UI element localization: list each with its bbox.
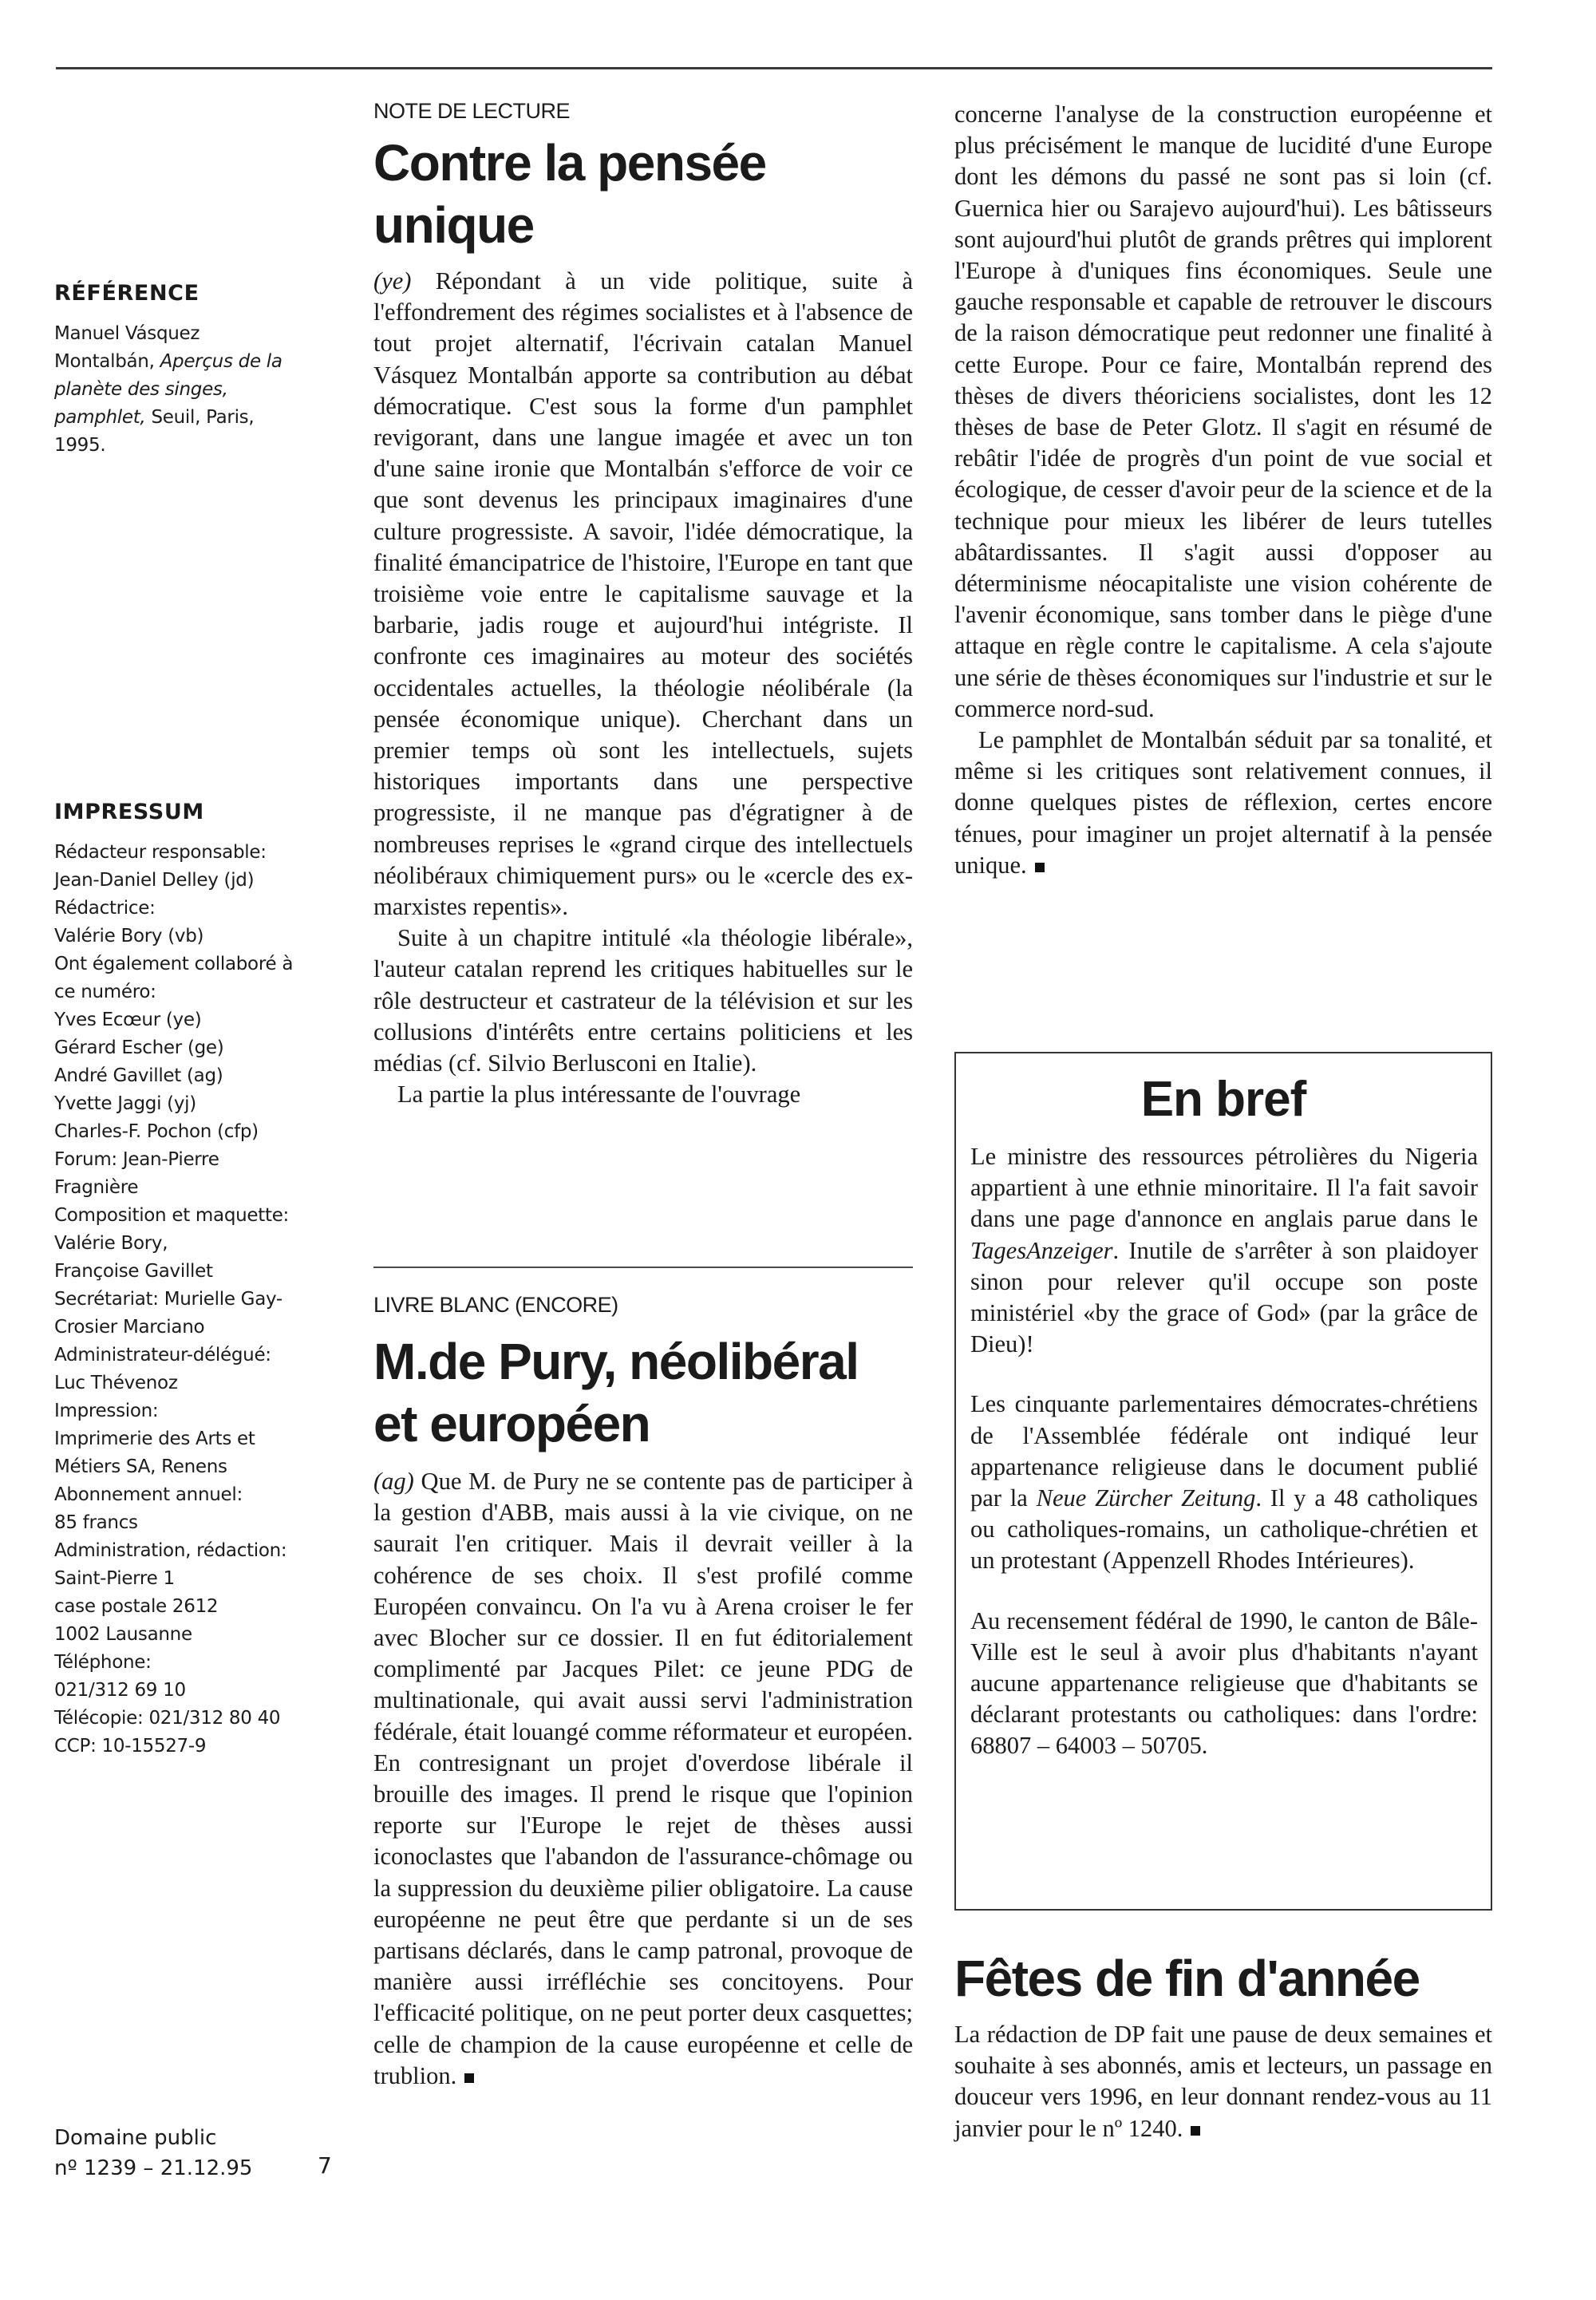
- paragraph: La rédaction de DP fait une pause de deux semaines et souhaite à ses abonnés, amis et lecteurs, un passage en douceur vers 1996, en leur donnant rendez-vous au 11 janvier pour le nº 1240.: [954, 2021, 1492, 2142]
- brief-item: Les cinquante parlementaires démocrates-chrétiens de l'Assemblée fédérale ont indiqué leur appartenance religieuse dans le document publié par la Neue Zürcher Zeitung. Il y a 48 catholiques ou catholiques-romains, un catholique-chrétien et un protestant (Appenzell Rhodes Intérieures).: [970, 1390, 1478, 1575]
- article-body: [373, 266, 913, 1110]
- en-bref-title: En bref: [1140, 1072, 1306, 1127]
- impressum-line: Valérie Bory (vb): [54, 926, 204, 946]
- impressum-line: Yves Ecœur (ye): [54, 1010, 202, 1030]
- impressum-line: CCP: 10-15527-9: [54, 1736, 207, 1757]
- impressum-line: 85 francs: [54, 1512, 138, 1533]
- impressum-line: André Gavillet (ag): [54, 1065, 223, 1086]
- impressum-line: Métiers SA, Renens: [54, 1456, 227, 1477]
- paragraph: concerne l'analyse de la construction européenne et plus précisément le manque de lucidité d'une Europe dont les démons du passé ne sont pas si loin (cf. Guernica hier ou Sarajevo aujourd'hui). Les bâtisseurs sont aujourd'hui plutôt de grands prêtres qui implorent l'Europe à d'uniques fins économiques. Seule une gauche responsable et capable de retrouver le discours de la raison démocratique peut redonner une finalité à cette Europe. Pour ce faire, Montalbán reprend des thèses de divers théoriciens socialistes, dont les 12 thèses de base de Peter Glotz. Il s'agit en résumé de rebâtir l'idée de progrès d'un point de vue social et écologique, de cesser d'avoir peur de la science et de la technique pour mieux les libérer de leurs tutelles abâtardissantes. Il s'agit aussi d'opposer au déterminisme néocapitaliste une vision cohérente de l'avenir économique, sans tomber dans le piège d'une attaque en règle contre le capitalisme. A cela s'ajoute une série de thèses économiques sur l'industrie et sur le commerce nord-sud.: [954, 101, 1492, 722]
- impressum-line: Françoise Gavillet: [54, 1261, 213, 1282]
- impressum-block: [54, 798, 334, 1761]
- brief-item: Au recensement fédéral de 1990, le canton de Bâle-Ville est le seul à avoir plus d'habitants n'ayant aucune appartenance religieuse que d'habitants se déclarant protestants ou catholiques: dans l'ordre: 68807 – 64003 – 50705.: [970, 1606, 1478, 1760]
- impressum-line: 021/312 69 10: [54, 1680, 186, 1701]
- impressum-line: Composition et maquette:: [54, 1205, 289, 1226]
- impressum-line: Secrétariat: Murielle Gay-: [54, 1289, 282, 1310]
- reference-author: Manuel Vásquez: [54, 323, 200, 344]
- end-mark-icon: [464, 2073, 474, 2083]
- impressum-line: Valérie Bory,: [54, 1233, 168, 1254]
- end-mark-icon: [1035, 863, 1045, 872]
- article-contre-la-pensee-unique: [373, 99, 913, 1110]
- fetes-title: Fêtes de fin d'année: [954, 1950, 1420, 2007]
- end-mark-icon: [1191, 2126, 1200, 2136]
- article-continuation: [954, 99, 1492, 881]
- impressum-line: Impression:: [54, 1401, 159, 1421]
- reference-block: [54, 279, 334, 460]
- page-number: 7: [318, 2152, 332, 2179]
- impressum-line: Jean-Daniel Delley (jd): [54, 870, 255, 891]
- impressum-line: Forum: Jean-Pierre: [54, 1149, 219, 1170]
- article-de-pury: [373, 1293, 913, 2092]
- paragraph: Suite à un chapitre intitulé «la théologie libérale», l'auteur catalan reprend les critiques habituelles sur le rôle destructeur et castrateur de la télévision et sur les collusions d'intérêts entre certains politiciens et les médias (cf. Silvio Berlusconi en Italie).: [373, 924, 913, 1077]
- article-title: M.de Pury, néolibéral et européen: [373, 1333, 859, 1452]
- impressum-line: Yvette Jaggi (yj): [54, 1093, 196, 1114]
- impressum-line: Administration, rédaction:: [54, 1540, 287, 1561]
- top-rule: [56, 67, 1492, 69]
- impressum-line: Saint-Pierre 1: [54, 1568, 175, 1589]
- impressum-line: Charles-F. Pochon (cfp): [54, 1121, 259, 1142]
- impressum-line: Gérard Escher (ge): [54, 1037, 224, 1058]
- en-bref-body: [970, 1141, 1478, 1791]
- en-bref-box: [954, 1052, 1492, 1911]
- reference-title: planète des singes,: [54, 379, 228, 400]
- impressum-line: Luc Thévenoz: [54, 1373, 178, 1393]
- impressum-line: ce numéro:: [54, 982, 156, 1002]
- reference-line: pamphlet, Seuil, Paris,: [54, 407, 255, 428]
- fetes-block: [954, 1947, 1492, 2144]
- footer: [54, 2123, 252, 2183]
- article-kicker: LIVRE BLANC (ENCORE): [373, 1293, 618, 1317]
- impressum-line: Téléphone:: [54, 1652, 152, 1673]
- article-title: Contre la pensée unique: [373, 134, 766, 254]
- paragraph: (ye) Répondant à un vide politique, suite à l'effondrement des régimes socialistes et à l'absence de tout projet alternatif, l'écrivain catalan Manuel Vásquez Montalbán apporte sa contribution au débat démocratique. C'est sous la forme d'un pamphlet revigorant, dans une langue imagée et avec un ton d'une saine ironie que Montalbán s'efforce de voir ce que sont devenus les principaux imaginaires d'une culture progressiste. A savoir, l'idée démocratique, la finalité émancipatrice de l'histoire, l'Europe en tant que troisième voie entre le capitalisme sauvage et la barbarie, jadis rouge et aujourd'hui intégriste. Il confronte ces imaginaires au moteur des sociétés occidentales actuelles, la théologie néolibérale (la pensée économique unique). Cherchant dans un premier temps où sont les intellectuels, sujets historiques importants dans une perspective progressiste, il ne manque pas d'égratigner à de nombreuses reprises le «grand cirque des intellectuels néolibéraux chimiquement purs» ou le «cercle des ex-marxistes repentis».: [373, 267, 913, 921]
- issue-number: nº 1239 – 21.12.95: [54, 2156, 253, 2180]
- article-kicker: NOTE DE LECTURE: [373, 99, 571, 123]
- fetes-body: [954, 2019, 1492, 2144]
- impressum-lines: [54, 839, 334, 1761]
- impressum-line: Abonnement annuel:: [54, 1484, 243, 1505]
- impressum-line: Rédactrice:: [54, 898, 156, 919]
- impressum-line: case postale 2612: [54, 1596, 219, 1617]
- impressum-line: Ont également collaboré à: [54, 954, 294, 974]
- impressum-line: Fragnière: [54, 1177, 139, 1198]
- impressum-line: Administrateur-délégué:: [54, 1345, 271, 1365]
- reference-year: 1995.: [54, 435, 106, 456]
- article-divider: [373, 1267, 913, 1268]
- impressum-line: 1002 Lausanne: [54, 1624, 192, 1645]
- impressum-line: Rédacteur responsable:: [54, 842, 267, 863]
- paragraph: La partie la plus intéressante de l'ouvrage: [397, 1081, 801, 1109]
- publication-name: Domaine public: [54, 2126, 217, 2150]
- paragraph: Le pamphlet de Montalbán séduit par sa tonalité, et même si les critiques sont relativement connues, il donne quelques pistes de réflexion, certes encore ténues, pour imaginer un projet alternatif à la pensée unique.: [954, 726, 1492, 879]
- impressum-heading: IMPRESSUM: [54, 800, 204, 824]
- reference-heading: RÉFÉRENCE: [54, 281, 200, 306]
- reference-line: Montalbán, Aperçus de la: [54, 351, 282, 372]
- impressum-line: Crosier Marciano: [54, 1317, 205, 1338]
- impressum-line: Imprimerie des Arts et: [54, 1429, 255, 1449]
- brief-item: Le ministre des ressources pétrolières du Nigeria appartient à une ethnie minoritaire. Il l'a fait savoir dans une page d'annonce en anglais parue dans le TagesAnzeiger. Inutile de s'arrêter à son plaidoyer sinon pour relever qu'il occupe son poste ministériel «by the grace of God» (par la grâce de Dieu)!: [970, 1143, 1478, 1358]
- impressum-line: Télécopie: 021/312 80 40: [54, 1708, 281, 1729]
- paragraph: (ag) Que M. de Pury ne se contente pas de participer à la gestion d'ABB, mais aussi à la vie civique, on ne saurait l'en critiquer. Mais il devrait veiller à la cohérence de ses choix. Il s'est profilé comme Européen convaincu. On l'a vu à Arena croiser le fer avec Blocher sur ce dossier. Il en fut éditorialement complimenté par Jacques Pilet: ce jeune PDG de multinationale, qui avait aussi servi l'administration fédérale, était louangé comme réformateur et européen. En contresignant un projet d'overdose libérale il brouille des images. Il prend le risque que l'opinion reporte sur l'Europe le rejet de thèses aussi iconoclastes que l'abandon de l'assurance-chômage ou la suppression du deuxième pilier obligatoire. La cause européenne ne peut être que perdante si un de ses partisans déclarés, dans le camp patronal, provoque de manière aussi irréfléchie ses concitoyens. Pour l'efficacité politique, on ne peut porter deux casquettes; celle de champion de la cause européenne et celle de trublion.: [373, 1468, 913, 2089]
- article-body: [373, 1466, 913, 2092]
